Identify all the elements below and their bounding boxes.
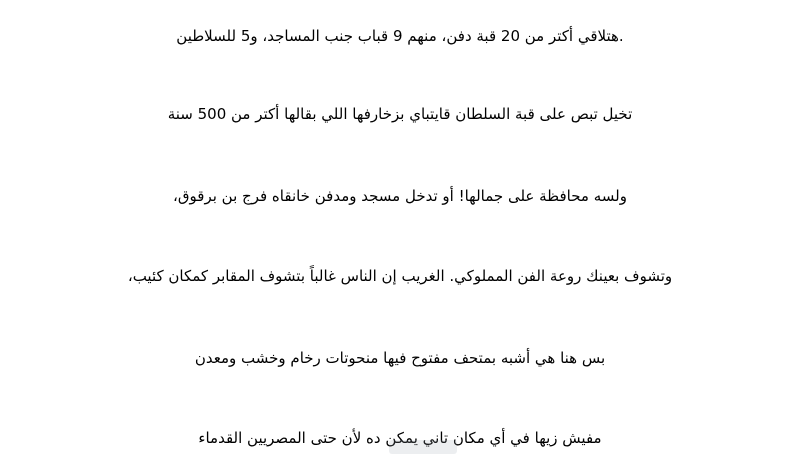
text-line-3: ولسه محافظة على جمالها! أو تدخل مسجد ومدفن خانقاه فرج بن برقوق، xyxy=(173,187,627,205)
text-line-2: تخيل تبص على قبة السلطان قايتباي بزخارفها اللي بقالها أكتر من 500 سنة xyxy=(167,105,633,123)
text-line-5: بس هنا هي أشبه بمتحف مفتوح فيها منحوتات رخام وخشب ومعدن xyxy=(194,349,606,367)
watermark-icon xyxy=(388,438,458,456)
text-line-1: .هتلاقي أكتر من 20 قبة دفن، منهم 9 قباب جنب المساجد، و5 للسلاطين xyxy=(176,27,624,45)
text-line-4: وتشوف بعينك روعة الفن المملوكي. الغريب إن الناس غالباً بتشوف المقابر كمكان كئيب، xyxy=(127,267,673,285)
text-line-6: مفيش زيها في أي مكان تاني يمكن ده لأن حتى المصريين القدماء xyxy=(198,429,602,447)
